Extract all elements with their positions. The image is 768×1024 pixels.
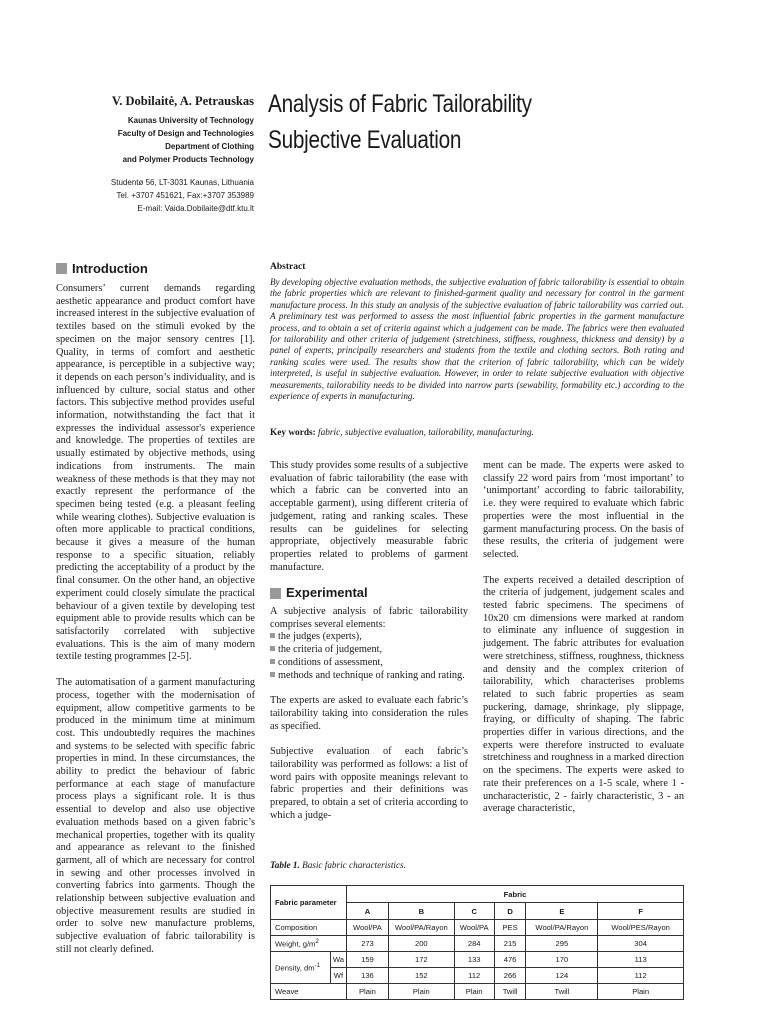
- table-cell: Twill: [526, 984, 598, 1000]
- section-marker-icon: [56, 263, 67, 274]
- fabric-header: Fabric: [347, 886, 684, 903]
- table-row: [271, 968, 684, 984]
- table-cell: 172: [388, 952, 454, 968]
- paragraph: A subjective analysis of fabric tailorability comprises several elements:: [270, 606, 468, 630]
- section-title: Experimental: [286, 585, 368, 601]
- affiliation-line: Faculty of Design and Technologies: [117, 129, 254, 138]
- table-cell: 266: [494, 968, 526, 984]
- keywords-value: fabric, subjective evaluation, tailorability, manufacturing.: [318, 428, 534, 438]
- table-cell: 200: [388, 936, 454, 952]
- sub-row-label: Wa: [330, 952, 346, 968]
- table-row: [271, 920, 684, 936]
- column-1: [56, 283, 255, 970]
- fabric-table: [270, 885, 684, 1000]
- table-cell: Plain: [454, 984, 494, 1000]
- fabric-letter: E: [526, 903, 598, 920]
- row-label: Composition: [271, 920, 347, 936]
- paragraph: Consumers’ current demands regarding aesthetic appearance and product comfort have increased interest in the subjective evaluation of textiles based on the stimuli evoked by the specimen on the major sensory centres [1]. Quality, in terms of comfort and aesthetic appearance, is perceptible in a subjective way; it depends on each person’s individuality, and is influenced by culture, social status and other factors. This subjective method provides useful information, notwithstanding the fact that it expresses the individual assessor's experience and knowledge. The properties of textiles are usually estimated by objective methods, using indications from instruments. The main weakness of these methods is that they may not exactly represent the performance of the specimen being tested (e.g. a pleasant feeling while wearing clothes). Subjective evaluation is often more applicable to practical conditions, because it gives a measure of the human response to a specific situation, reliably predicting the acceptability of a product by the final consumer. On the other hand, an objective experiment could closely simulate the practical behaviour of a given textile by developing test equipment able to provide results which can be satisfactorily correlated with subjective evaluations. This is the aim of many modern textile testing programmes [2-5].: [56, 283, 255, 663]
- table-cell: 304: [598, 936, 684, 952]
- abstract-heading: Abstract: [270, 262, 306, 272]
- address: Studentø 56, LT-3031 Kaunas, Lithuania: [110, 178, 254, 187]
- section-heading-introduction: [56, 261, 148, 276]
- table-cell: 159: [347, 952, 389, 968]
- paper-title: Analysis of Fabric Tailorability Subjective Evaluation: [268, 90, 532, 154]
- row-label: Weave: [271, 984, 347, 1000]
- row-label: Density, $dm^{-1}$: [271, 952, 331, 984]
- table-cell: 284: [454, 936, 494, 952]
- fabric-letter: D: [494, 903, 526, 920]
- table-caption: [270, 860, 406, 870]
- fabric-letter: A: [347, 903, 389, 920]
- table-cell: 152: [388, 968, 454, 984]
- paragraph: The automatisation of a garment manufacturing process, together with the modernisation of equipment, allow competitive garments to be produced in the minimum time at minimum cost. This undoubtedly requires the machines and systems to be selected with specific fabric properties in mind. In these circumstances, the ability to predict the behaviour of fabric performance at each stage of manufacture process plays a significant role. It is thus essential to develop and also use objective evaluation methods based on a given fabric’s mechanical properties, together with its quality and appearance as relevant to the finished garment, all of which are necessary for control in sewing and other processes involved in converting fabrics into garments. Though the relationship between subjective evaluation and objective measurement results are studied in order to solve new manufacture problems, subjective evaluation of fabric tailorability is still not clearly defined.: [56, 677, 255, 955]
- column-2: [270, 460, 468, 836]
- phone-fax: Tel. +3707 451621, Fax:+3707 353989: [116, 191, 254, 200]
- table-cell: 476: [494, 952, 526, 968]
- fabric-letter: F: [598, 903, 684, 920]
- paragraph: ment can be made. The experts were asked to classify 22 word pairs from ‘most important’ to ‘unimportant’ according to fabric tailorability, i.e. they were required to evaluate which fabric properties were the most influential in the garment manufacturing process. On the basis of these results, the criteria of judgement were selected.: [483, 460, 684, 560]
- paragraph: Subjective evaluation of each fabric’s tailorability was performed as follows: a list of word pairs with opposite meanings relevant to fabric properties and their definitions was prepared, to obtain a set of criteria according to which a judge-: [270, 746, 468, 821]
- keywords: [270, 428, 684, 438]
- abstract-text: By developing objective evaluation methods, the subjective evaluation of fabric tailorability is essential to obtain the fabric properties which are relevant to finished-garment quality and necessary for control in the garment manufacture process. In this study an analysis of the subjective evaluation of fabric tailorability was carried out. A preliminary test was performed to assess the most influential fabric properties in the garment manufacture process, and to obtain a set of criteria against which a judgement can be made. The fabrics were then evaluated for tailorability and other criteria of judgement (stretchiness, stiffness, roughness, thickness and density) by a panel of experts, principally researchers and students from the textile and clothing sectors. Both rating and ranking scales were used. The results show that the criterion of fabric tailorability, which can be widely interpreted, is useful in subjective evaluation. However, in order to relate subjective evaluation with objective measurements, tailorability needs to be divided into narrow parts (sewability, formability etc.) according to the experience of experts in manufacturing.: [270, 277, 684, 402]
- table-row: [271, 984, 684, 1000]
- table-cell: Twill: [494, 984, 526, 1000]
- bullet-icon: [270, 646, 275, 651]
- authors: V. Dobilaitė, A. Petrauskas: [111, 94, 254, 108]
- section-marker-icon: [270, 588, 281, 599]
- table-cell: 170: [526, 952, 598, 968]
- table-cell: 136: [347, 968, 389, 984]
- table-cell: 273: [347, 936, 389, 952]
- table-cell: Wool/PA: [347, 920, 389, 936]
- list-item: conditions of assessment,: [270, 657, 468, 670]
- table-caption-text: Basic fabric characteristics.: [302, 860, 406, 870]
- list-item: methods and technique of ranking and rating.: [270, 670, 468, 683]
- table-row: [271, 952, 684, 968]
- affiliation-line: Kaunas University of Technology: [127, 116, 254, 125]
- list-item: the judges (experts),: [270, 631, 468, 644]
- table-cell: Plain: [347, 984, 389, 1000]
- table-cell: 295: [526, 936, 598, 952]
- fabric-letter: C: [454, 903, 494, 920]
- keywords-label: Key words:: [270, 428, 316, 438]
- table-cell: PES: [494, 920, 526, 936]
- table-cell: Plain: [388, 984, 454, 1000]
- table-cell: Wool/PA/Rayon: [388, 920, 454, 936]
- table-cell: 215: [494, 936, 526, 952]
- fabric-letter: B: [388, 903, 454, 920]
- column-3: [483, 460, 684, 829]
- table-cell: 124: [526, 968, 598, 984]
- table-cell: 112: [454, 968, 494, 984]
- section-heading-experimental: [270, 587, 468, 600]
- table-cell: Wool/PES/Rayon: [598, 920, 684, 936]
- row-label: Weight, $g/m^2$: [271, 936, 347, 952]
- table-cell: 112: [598, 968, 684, 984]
- fabric-parameter-header: Fabric parameter: [271, 886, 347, 920]
- affiliation: [30, 114, 254, 166]
- table-caption-label: Table 1.: [270, 860, 300, 870]
- bullet-icon: [270, 659, 275, 664]
- table-row: [271, 936, 684, 952]
- bullet-icon: [270, 633, 275, 638]
- table-cell: Wool/PA: [454, 920, 494, 936]
- table-cell: 133: [454, 952, 494, 968]
- element-list: [270, 631, 468, 682]
- paragraph: This study provides some results of a subjective evaluation of fabric tailorability (the ease with which a fabric can be converted into an acceptable garment), using different criteria of judgement, rating and ranking scales. These results can be guidelines for selecting appropriate, objectively measurable fabric properties related to problems of garment manufacture.: [270, 460, 468, 573]
- table-cell: 113: [598, 952, 684, 968]
- table-cell: Plain: [598, 984, 684, 1000]
- list-item: the criteria of judgement,: [270, 644, 468, 657]
- table-cell: Wool/PA/Rayon: [526, 920, 598, 936]
- email: E-mail: Vaida.Dobilaite@dtf.ktu.lt: [137, 204, 254, 213]
- affiliation-line: and Polymer Products Technology: [122, 155, 254, 164]
- table-header-row: [271, 886, 684, 903]
- sub-row-label: Wf: [330, 968, 346, 984]
- paragraph: The experts are asked to evaluate each fabric’s tailorability taking into consideration the rules as specified.: [270, 695, 468, 732]
- paragraph: The experts received a detailed description of the criteria of judgement, judgement scales and tested fabric specimens. The specimens of 10x20 cm dimensions were marked at random to eliminate any influence of suggestion in judgement. The fabric attributes for evaluation were stretchiness, stiffness, roughness, thickness and density and the complex criterion of tailorability, which characterises problems related to such fabric properties as seam puckering, damage, shrinkage, ply slippage, fraying, or difficulty of shaping. The fabric properties differ in various directions, and the experts were therefore instructed to evaluate stretchiness and roughness in a marked direction on the specimens. The experts were asked to rate their preferences on a 1-5 scale, where 1 - uncharacteristic, 2 - fairly characteristic, 3 - an average characteristic,: [483, 574, 684, 815]
- affiliation-line: Department of Clothing: [165, 142, 254, 151]
- section-title: Introduction: [72, 261, 148, 276]
- bullet-icon: [270, 672, 275, 677]
- contact-info: [30, 176, 254, 215]
